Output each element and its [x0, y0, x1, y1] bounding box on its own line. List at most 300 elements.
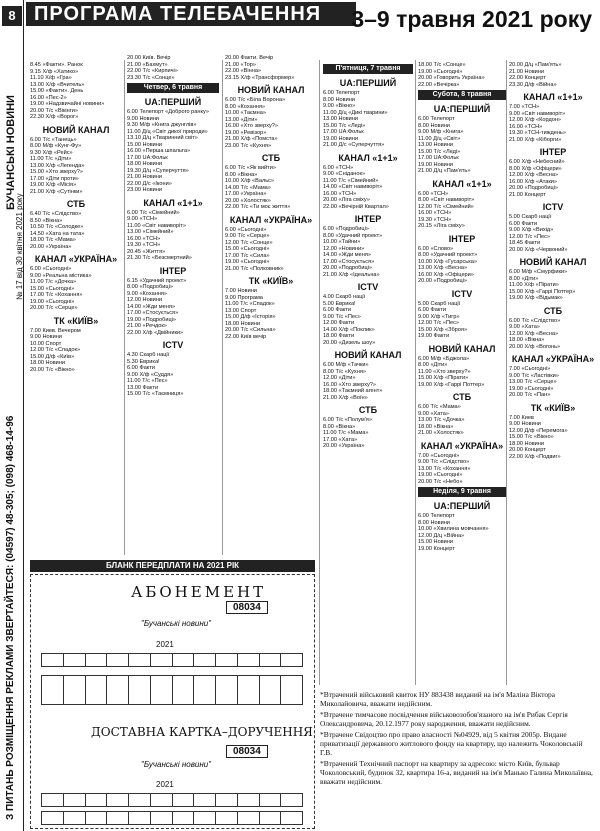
program-listing: 6.00 Т/с «Слідство»: [509, 317, 561, 324]
grid-cell: [107, 812, 129, 825]
notice-item: *Втрачене тимчасове посвідчення військовозобов'язаного на ім'я Рибак Сергія Олександровича, 20.12.1977 року народження, вважати недійсним.: [320, 710, 568, 728]
program-listing: 15.00 Х/ф «Зброя»: [418, 326, 468, 333]
program-listing: 9.00 Програма: [225, 294, 263, 301]
program-listing: 13.00 Х/ф «Весна»: [418, 265, 468, 271]
channel-heading: ICTV: [357, 282, 379, 292]
notice-item: *Втрачене Свідоцтво про право власності №04929, від 5 квітня 2005р. Видане приватизації державного житлового фонду на квартиру, що належить Чоколовській Г.В.: [320, 730, 583, 757]
program-listing: 15.00 «Хто зверху?»: [30, 169, 84, 175]
program-listing: 20.00 «Подробиці»: [418, 278, 468, 284]
grid-cell: [107, 676, 129, 705]
program-listing: 15.00 Т/с «Леді»: [323, 122, 366, 129]
program-listing: 7.00 Киев. Вечером: [30, 327, 81, 334]
program-listing: 9.00 «Сніданок»: [323, 171, 366, 177]
channel-heading: UA:ПЕРШИЙ: [433, 104, 491, 114]
program-listing: 17.00 UA:Фольк: [418, 155, 459, 161]
program-listing: 16.00 «ТСН»: [127, 235, 161, 242]
grid-cell: [86, 794, 108, 807]
program-listing: 6.00 Т/с «Сімейний»: [127, 209, 180, 216]
subscription-banner: БЛАНК ПЕРЕДПЛАТИ НА 2021 РІК: [30, 560, 315, 572]
program-listing: 17.00 Т/с «Кохання»: [30, 292, 83, 298]
program-listing: 13.00 Т/с «Кохання»: [418, 465, 471, 472]
program-listing: 16.00 Х/ф «Офіцери»: [418, 271, 474, 278]
program-listing: 15.00 Д/ф «Історія»: [225, 314, 276, 320]
program-listing: 19.00 «Сьогодні»: [418, 68, 463, 75]
program-listing: 19.00 «Ревізор»: [225, 129, 267, 136]
program-listing: 10.50 Т/с «Солодке»: [30, 224, 84, 230]
program-listing: 19.00 Факти: [418, 333, 450, 339]
program-listing: 22.00 Київ вечір: [225, 333, 267, 340]
grid-cell: [42, 654, 64, 667]
program-listing: 6.00 «Подробиці»: [323, 226, 369, 232]
program-listing: 9.15 Х/ф «Хатико»: [30, 68, 79, 75]
program-listing: 16.00 «ТСН»: [323, 190, 357, 197]
program-listing: 5.30 Еврика!: [127, 358, 160, 365]
grid-cell: [129, 812, 151, 825]
program-listing: 23.00 Т/с «Кухня»: [225, 142, 272, 149]
program-listing: 18.00 «Вікна»: [418, 423, 454, 430]
grid-cell: [281, 654, 303, 667]
program-listing: 18.00 Т/с «Сонце»: [418, 62, 466, 68]
program-listing: 8.00 «Кохання»: [225, 103, 266, 110]
channel-heading: КАНАЛ «УКРАЇНА»: [229, 214, 313, 225]
program-listing: 13.00 Факти: [127, 384, 159, 391]
program-listing: 16.00 Х/ф «Атаки»: [509, 178, 558, 185]
program-listing: 8.45 «Факти». Ранок: [30, 62, 83, 68]
channel-heading: СТБ: [261, 153, 281, 163]
channel-heading: НОВИЙ КАНАЛ: [334, 350, 402, 360]
program-listing: 20.00 Факти. Вечір: [225, 55, 274, 61]
program-listing: 12.00 Х/ф «Весна»: [509, 330, 559, 337]
program-listing: 6.00 Телепорт: [418, 116, 455, 122]
publication-name: "Бучанські новини": [141, 619, 212, 628]
program-listing: 19.00 «Надзвичайні новини»: [30, 101, 105, 107]
program-listing: 9.00 Новини: [127, 115, 159, 122]
program-listing: 8.00 М/ф «Кунг-Фу»: [30, 143, 82, 149]
months-grid-2: [41, 793, 303, 807]
channel-heading: ICTV: [542, 202, 564, 212]
program-listing: 22.00 Х/ф «Двійники»: [127, 329, 184, 336]
program-listing: 6.40 Т/с «Слідство»: [30, 211, 82, 217]
channel-heading: ICTV: [451, 288, 473, 299]
program-listing: 13.00 Х/ф «Вчитель»: [30, 81, 85, 88]
program-listing: 16.00 «Пес-2»: [30, 94, 67, 101]
channel-heading: ТК «КИЇВ»: [248, 276, 294, 286]
program-listing: 9.00 «Хата»: [509, 324, 540, 330]
program-listing: 8.00 «Діти»: [509, 275, 539, 282]
program-listing: 10.00 «Таємна»: [225, 110, 266, 116]
program-listing: 18.45 Факти: [509, 240, 541, 246]
channel-heading: НОВИЙ КАНАЛ: [519, 257, 587, 267]
program-listing: 13.00 «Діти»: [225, 116, 258, 123]
months-grid: [41, 653, 303, 667]
grid-cell: [107, 794, 129, 807]
program-listing: 20.00 Т/с «Небо»: [418, 478, 463, 485]
side-strip: [0, 0, 24, 831]
program-listing: 9.00 «Хата»: [418, 410, 449, 417]
grid-cell: [173, 676, 195, 705]
program-listing: 6.15 «Удачний проект»: [127, 277, 187, 284]
program-column-6: [509, 62, 597, 460]
program-column-2: [127, 55, 219, 398]
channel-heading: ІНТЕР: [159, 265, 187, 276]
program-listing: 9.00 «Світ навиворіт»: [509, 110, 566, 117]
program-listing: 12.00 Т/с «Пес»: [509, 233, 551, 240]
program-listing: 18.00 «Вікна»: [509, 337, 545, 343]
program-listing: 20.15 «Ліга сміху»: [418, 223, 465, 229]
program-listing: 9.00 «ТСН»: [127, 216, 158, 222]
grid-cell: [151, 654, 173, 667]
grid-cell: [260, 794, 282, 807]
grid-cell: [260, 812, 282, 825]
program-listing: 22.30 Х/ф «Ворог»: [30, 114, 79, 120]
program-listing: 21.00 Новини: [509, 68, 545, 75]
program-listing: 18.00 Новини: [509, 440, 545, 447]
grid-cell: [260, 676, 282, 705]
program-column-1: [30, 62, 122, 373]
program-listing: 14.00 «Жди меня»: [127, 303, 175, 310]
program-listing: 6.00 Факти: [127, 365, 156, 371]
program-listing: 15.00 Т/с «Вікно»: [509, 434, 554, 440]
grid-cell: [281, 812, 303, 825]
channel-heading: КАНАЛ «УКРАЇНА»: [34, 254, 118, 264]
program-listing: 12.00 Т/с «Пес»: [418, 320, 460, 326]
program-listing: 5.00 Скарб нації: [509, 214, 552, 220]
grid-cell: [86, 812, 108, 825]
program-listing: 13.10 Д/ц «Тваринний світ»: [127, 135, 198, 141]
program-listing: 6.00 Факти: [418, 307, 447, 313]
program-listing: 8.00 Новини: [418, 519, 450, 526]
program-listing: 9.00 Новини: [509, 421, 541, 427]
program-listing: 4.00 Скарб нації: [323, 294, 366, 300]
program-listing: 9.00 Х/ф «Суддя»: [127, 371, 174, 378]
column-divider: [506, 60, 507, 685]
channel-heading: НОВИЙ КАНАЛ: [237, 85, 305, 95]
program-listing: 20.00 Т/с «Серце»: [30, 305, 78, 311]
program-listing: 11.00 Т/с «Діти»: [30, 156, 72, 162]
program-listing: 9.00 Т/с «Пес»: [323, 313, 361, 320]
program-listing: 6.00 Х/ф «Небесний»: [509, 159, 565, 165]
program-listing: 19.00 «Сьогодні»: [30, 298, 75, 305]
program-listing: 16.00 «Хто зверху?»: [225, 123, 279, 129]
column-divider: [124, 60, 125, 555]
program-listing: 22.00 «Вечірка»: [418, 81, 460, 88]
grid-cell: [64, 676, 86, 705]
program-listing: 17.00 «Стосується»: [127, 310, 179, 316]
program-listing: 21.00 «Тор»: [225, 61, 256, 68]
program-listing: 18.00 Новини: [225, 320, 261, 327]
grid-cell: [238, 812, 260, 825]
program-listing: 19.00 Х/ф «Відьмак»: [509, 295, 563, 301]
program-listing: 15.00 «Сьогодні»: [30, 285, 75, 292]
program-column-3: [225, 55, 317, 340]
program-listing: 11.00 «Світ навиворіт»: [127, 222, 186, 229]
publication-index: 08034: [226, 601, 268, 614]
program-listing: 9.00 Х/ф «Тигр»: [418, 313, 460, 320]
grid-cell: [281, 676, 303, 705]
program-listing: 12.00 Новини: [127, 297, 163, 303]
channel-heading: СТБ: [66, 199, 86, 209]
program-listing: 6.00 «Сьогодні»: [225, 226, 267, 233]
program-column-5: [418, 62, 506, 552]
channel-heading: КАНАЛ «1+1»: [523, 92, 583, 102]
program-listing: 4.30 Скарб нації: [127, 352, 170, 358]
program-listing: 23.00 Новини: [127, 187, 163, 193]
program-listing: 18.00 Факти: [323, 333, 355, 339]
program-listing: 17.00 «Україна»: [225, 191, 267, 197]
notice-item: *Втрачений Технічний паспорт на квартиру за адресою: місто Київ, бульвар Чоколовський, будинок 32, квартира 16-а, виданий на ім'я Манько Галина Миколаївна, вважати недійсним.: [320, 759, 593, 786]
program-listing: 13.00 Т/с «Серце»: [509, 379, 557, 385]
program-listing: 19.00 Концерт: [418, 545, 455, 552]
program-listing: 6.00 Т/с «Біла Ворона»: [225, 97, 286, 103]
channel-heading: ТК «КИЇВ»: [53, 315, 99, 326]
grid-cell: [86, 676, 108, 705]
program-listing: 21.00 Д/ц «Пам'ять»: [418, 168, 471, 174]
program-listing: 22.00 Д/с «Ікони»: [127, 180, 172, 187]
program-listing: 11.00 Д/ц «Світ»: [418, 135, 461, 142]
program-listing: 6.00 Факти: [323, 307, 352, 313]
program-listing: 15.00 Новини: [418, 539, 454, 545]
program-listing: 8.00 Новини: [323, 96, 355, 103]
program-listing: 11.00 Т/с «Мама»: [323, 430, 369, 436]
program-listing: 18.00 Новини: [127, 161, 163, 167]
program-listing: 16.00 «ТСН»: [509, 123, 543, 130]
program-listing: 7.00 Киев: [509, 414, 534, 421]
program-listing: 7.00 «Сьогодні»: [509, 366, 551, 372]
program-listing: 16.00 «Перша шпальта»: [127, 148, 191, 154]
program-listing: 23.30 Д/ф «Війна»: [509, 81, 557, 88]
program-listing: 20.45 «Життя»: [127, 248, 166, 255]
program-listing: 8.50 «Вікна»: [30, 217, 63, 224]
program-listing: 11.00 Д/ц «Дикі тварини»: [323, 109, 388, 116]
date-range: 3–9 травня 2021 року: [351, 6, 592, 32]
grid-cell: [42, 812, 64, 825]
channel-heading: НОВИЙ КАНАЛ: [42, 124, 110, 135]
program-listing: 19.00 «Подробиці»: [127, 316, 177, 323]
program-listing: 20.00 Т/с «Пан»: [509, 392, 551, 398]
grid-cell: [173, 654, 195, 667]
program-listing: 13.00 «Сімейний»: [127, 229, 174, 235]
program-listing: 15.00 Х/ф «Гаррі Поттер»: [509, 288, 576, 295]
grid-cell: [238, 654, 260, 667]
program-listing: 22.00 Концерт: [509, 75, 546, 81]
program-listing: 20.00 «Холостяк»: [225, 197, 271, 204]
grid-cell: [86, 654, 108, 667]
program-listing: 20.00 «Дизель шоу»: [323, 339, 376, 346]
channel-heading: UA:ПЕРШИЙ: [339, 78, 397, 88]
program-listing: 8.00 «Удачний проект»: [418, 252, 478, 258]
grid-cell: [129, 676, 151, 705]
program-listing: 6.00 Телепорт: [323, 90, 360, 96]
grid-cell: [281, 794, 303, 807]
program-listing: 20.00 «Подробиці»: [509, 185, 559, 191]
program-listing: 14.00 «Світ навиворіт»: [323, 184, 383, 190]
program-listing: 14.00 Х/ф «Поклик»: [323, 326, 375, 333]
program-listing: 19.30 Д/ц «Суперчуття»: [127, 167, 189, 174]
grid-cell: [238, 794, 260, 807]
delivery-card-title: ДОСТАВНА КАРТКА–ДОРУЧЕННЯ: [91, 725, 313, 739]
program-listing: 9.00 «Реальна містика»: [30, 272, 92, 279]
column-divider: [319, 60, 320, 685]
program-listing: 6.00 М/ф «Тачки»: [323, 362, 369, 368]
program-listing: 20.00 «Ліга сміху»: [323, 197, 370, 203]
program-listing: 22.00 Т/с «Кирпичі»: [127, 68, 178, 74]
program-listing: 21.00 Д/с «Суперчуття»: [323, 142, 385, 148]
program-listing: 17.00 «Стосується»: [323, 258, 375, 265]
program-listing: 15.00 «Сьогодні»: [225, 246, 270, 252]
program-listing: 21.00 Х/ф «Сутінки»: [30, 188, 83, 195]
program-listing: 11.10 Х/ф «Гра»: [30, 75, 72, 81]
channel-heading: ІНТЕР: [354, 214, 382, 224]
channel-heading: UA:ПЕРШИЙ: [433, 501, 491, 511]
program-listing: 19.30 «ТСН»: [418, 216, 452, 223]
program-listing: 12.00 Д/ц «Війна»: [418, 532, 465, 539]
program-listing: 6.00 «Сьогодні»: [30, 266, 72, 272]
grid-cell: [151, 676, 173, 705]
program-listing: 13.00 Новини: [323, 116, 359, 122]
program-listing: 15.00 Х/ф «Пірати»: [418, 375, 469, 381]
program-listing: 12.00 «Новини»: [323, 245, 365, 252]
program-listing: 16.00 «ТСН»: [418, 210, 452, 216]
program-listing: 13.00 Х/ф «Легенда»: [30, 162, 85, 169]
grid-cell: [216, 654, 238, 667]
grid-cell: [238, 676, 260, 705]
program-listing: 8.00 «Удачний проект»: [323, 232, 383, 239]
program-listing: 20.00 «Говорить Україна»: [418, 75, 485, 81]
program-listing: 9.00 Новини: [30, 334, 62, 340]
program-listing: 17.00 «Хата»: [323, 436, 358, 443]
program-listing: 17.00 UA:Фольк: [127, 154, 168, 161]
program-listing: 20.00 «Україна»: [323, 443, 365, 449]
program-listing: 14.00 Т/с «Мама»: [225, 184, 271, 191]
program-listing: 20.00 «Україна»: [30, 243, 72, 250]
grid-cell: [42, 676, 64, 705]
grid-cell: [216, 794, 238, 807]
day-heading: Неділя, 9 травня: [418, 487, 506, 497]
program-listing: 18.00 Т/с «Мама»: [30, 237, 76, 243]
program-listing: 6.00 «ТСН»: [323, 164, 354, 171]
program-listing: 15.00 Т/с «Леді»: [418, 148, 461, 155]
channel-heading: НОВИЙ КАНАЛ: [428, 343, 496, 354]
grid-cell: [216, 812, 238, 825]
grid-cell: [151, 812, 173, 825]
program-column-4: [323, 62, 413, 450]
channel-heading: СТБ: [543, 305, 563, 316]
program-listing: 7.00 Новини: [225, 288, 257, 294]
program-listing: 21.00 Концерт: [509, 191, 546, 198]
program-listing: 15.00 Т/с «Таємниця»: [127, 391, 184, 397]
program-listing: 11.00 Т/с «Пес»: [127, 378, 168, 384]
program-listing: 11.00 Т/с «Сімейний»: [323, 177, 379, 184]
program-listing: 6.00 «ТСН»: [418, 190, 449, 197]
grid-cell: [151, 794, 173, 807]
program-listing: 21.00 Х/ф «Ідеальна»: [323, 271, 380, 278]
channel-heading: КАНАЛ «1+1»: [432, 178, 492, 189]
program-listing: 9.00 «Вікно»: [323, 103, 356, 109]
program-listing: 17.00 UA:Фольк: [323, 129, 364, 135]
page-number: 8: [2, 6, 22, 26]
grid-cell: [173, 794, 195, 807]
program-listing: 6.00 Т/с «Полум'я»: [323, 417, 372, 423]
subscription-coupon: [30, 574, 315, 829]
program-listing: 10.00 Х/ф «Вальс»: [225, 178, 275, 184]
program-listing: 15.00 «Факти». День: [30, 88, 84, 94]
channel-heading: ІНТЕР: [448, 233, 476, 244]
page-title: ПРОГРАМА ТЕЛЕБАЧЕННЯ: [26, 2, 356, 26]
program-listing: 19.00 Х/ф «Гаррі Поттер»: [418, 381, 485, 388]
program-listing: 12.00 Т/с «Сімейний»: [418, 203, 474, 210]
grid-cell: [260, 654, 282, 667]
grid-cell: [194, 812, 216, 825]
program-listing: 13.00 Спорт: [225, 307, 257, 314]
channel-heading: КАНАЛ «УКРАЇНА»: [511, 354, 595, 364]
program-listing: 19.00 Новини: [418, 161, 454, 168]
program-listing: 6.00 М/ф «Бджола»: [418, 355, 470, 362]
address-grid-2: [41, 811, 303, 825]
program-listing: 8.00 «Світ навиворіт»: [418, 197, 475, 203]
channel-heading: СТБ: [358, 405, 378, 415]
program-listing: 21.30 Т/с «Безсмертний»: [127, 255, 192, 261]
program-listing: 21.00 Т/с «Полковник»: [225, 265, 284, 272]
page-header: [26, 2, 598, 58]
program-listing: 8.00 «Вікна»: [323, 423, 356, 430]
program-listing: 8.00 Т/с «Кухня»: [323, 368, 366, 375]
program-listing: 8.00 «Діти»: [418, 362, 448, 368]
program-listing: 11.00 Д/ц «Світ дикої природи»: [127, 128, 208, 135]
program-listing: 9.00 М/ф «Книга»: [418, 129, 464, 135]
program-listing: 9.30 Х/ф «Рейс»: [30, 149, 73, 156]
grid-cell: [194, 794, 216, 807]
program-listing: 19.30 «ТСН»: [127, 242, 161, 248]
program-listing: 20.00 Х/ф «Червоний»: [509, 246, 568, 253]
program-listing: 10.00 «Хвилина мовчання»: [418, 526, 489, 532]
program-listing: 9.30 М/ф «Книга джунглів»: [127, 122, 197, 128]
program-listing: 12.00 Т/с «Спадок»: [30, 347, 81, 353]
program-listing: 5.00 Скарб нації: [418, 300, 461, 307]
program-listing: 9.00 Т/с «Ластівки»: [509, 372, 559, 379]
program-listing: 9.00 Т/с «Слідство»: [418, 459, 470, 465]
grid-cell: [194, 654, 216, 667]
program-listing: 22.00 «Вечірній Квартал»: [323, 203, 389, 210]
day-heading: П'ятниця, 7 травня: [323, 64, 413, 74]
program-listing: 22.00 Х/ф «Подвиг»: [509, 453, 561, 460]
program-listing: 11.00 Х/ф «Пірати»: [509, 282, 559, 288]
program-listing: 19.30 «ТСН-тиждень»: [509, 130, 566, 136]
channel-heading: КАНАЛ «УКРАЇНА»: [420, 440, 504, 451]
program-listing: 9.00 «Кохання»: [127, 290, 168, 297]
program-listing: 6.00 М/ф «Смурфики»: [509, 269, 568, 275]
grid-cell: [107, 654, 129, 667]
subscription-year-2: 2021: [156, 780, 174, 789]
notice-item: *Втрачений військовий квиток НУ 883438 виданий на ім'я Маліна Віктора Миколайовича, вважати недійсним.: [320, 690, 555, 708]
program-listing: 8.00 Новини: [418, 122, 450, 129]
program-listing: 12.00 Факти: [323, 320, 355, 326]
program-listing: 6.00 Т/с «Як вийти»: [225, 165, 276, 171]
program-listing: 20.00 Х/ф «Вогонь»: [509, 343, 561, 350]
program-listing: 6.00 Телепорт «Доброго ранку»: [127, 109, 209, 115]
program-listing: 16.00 «Хто зверху?»: [323, 381, 377, 388]
program-listing: 21.00 «Речдок»: [127, 323, 167, 329]
channel-heading: СТБ: [452, 392, 472, 402]
grid-cell: [194, 676, 216, 705]
channel-heading: ТК «КИЇВ»: [530, 402, 576, 413]
program-listing: 11.00 «Хто зверху?»: [418, 368, 471, 375]
channel-heading: ІНТЕР: [539, 147, 567, 157]
program-listing: 19.00 Х/ф «Місія»: [30, 182, 77, 188]
program-listing: 12.00 Д/ф «Перемога»: [509, 427, 568, 434]
program-listing: 18.00 Новини: [30, 360, 66, 366]
address-grid: [41, 675, 303, 705]
program-listing: 6.00 Т/с «Мама»: [418, 404, 461, 410]
